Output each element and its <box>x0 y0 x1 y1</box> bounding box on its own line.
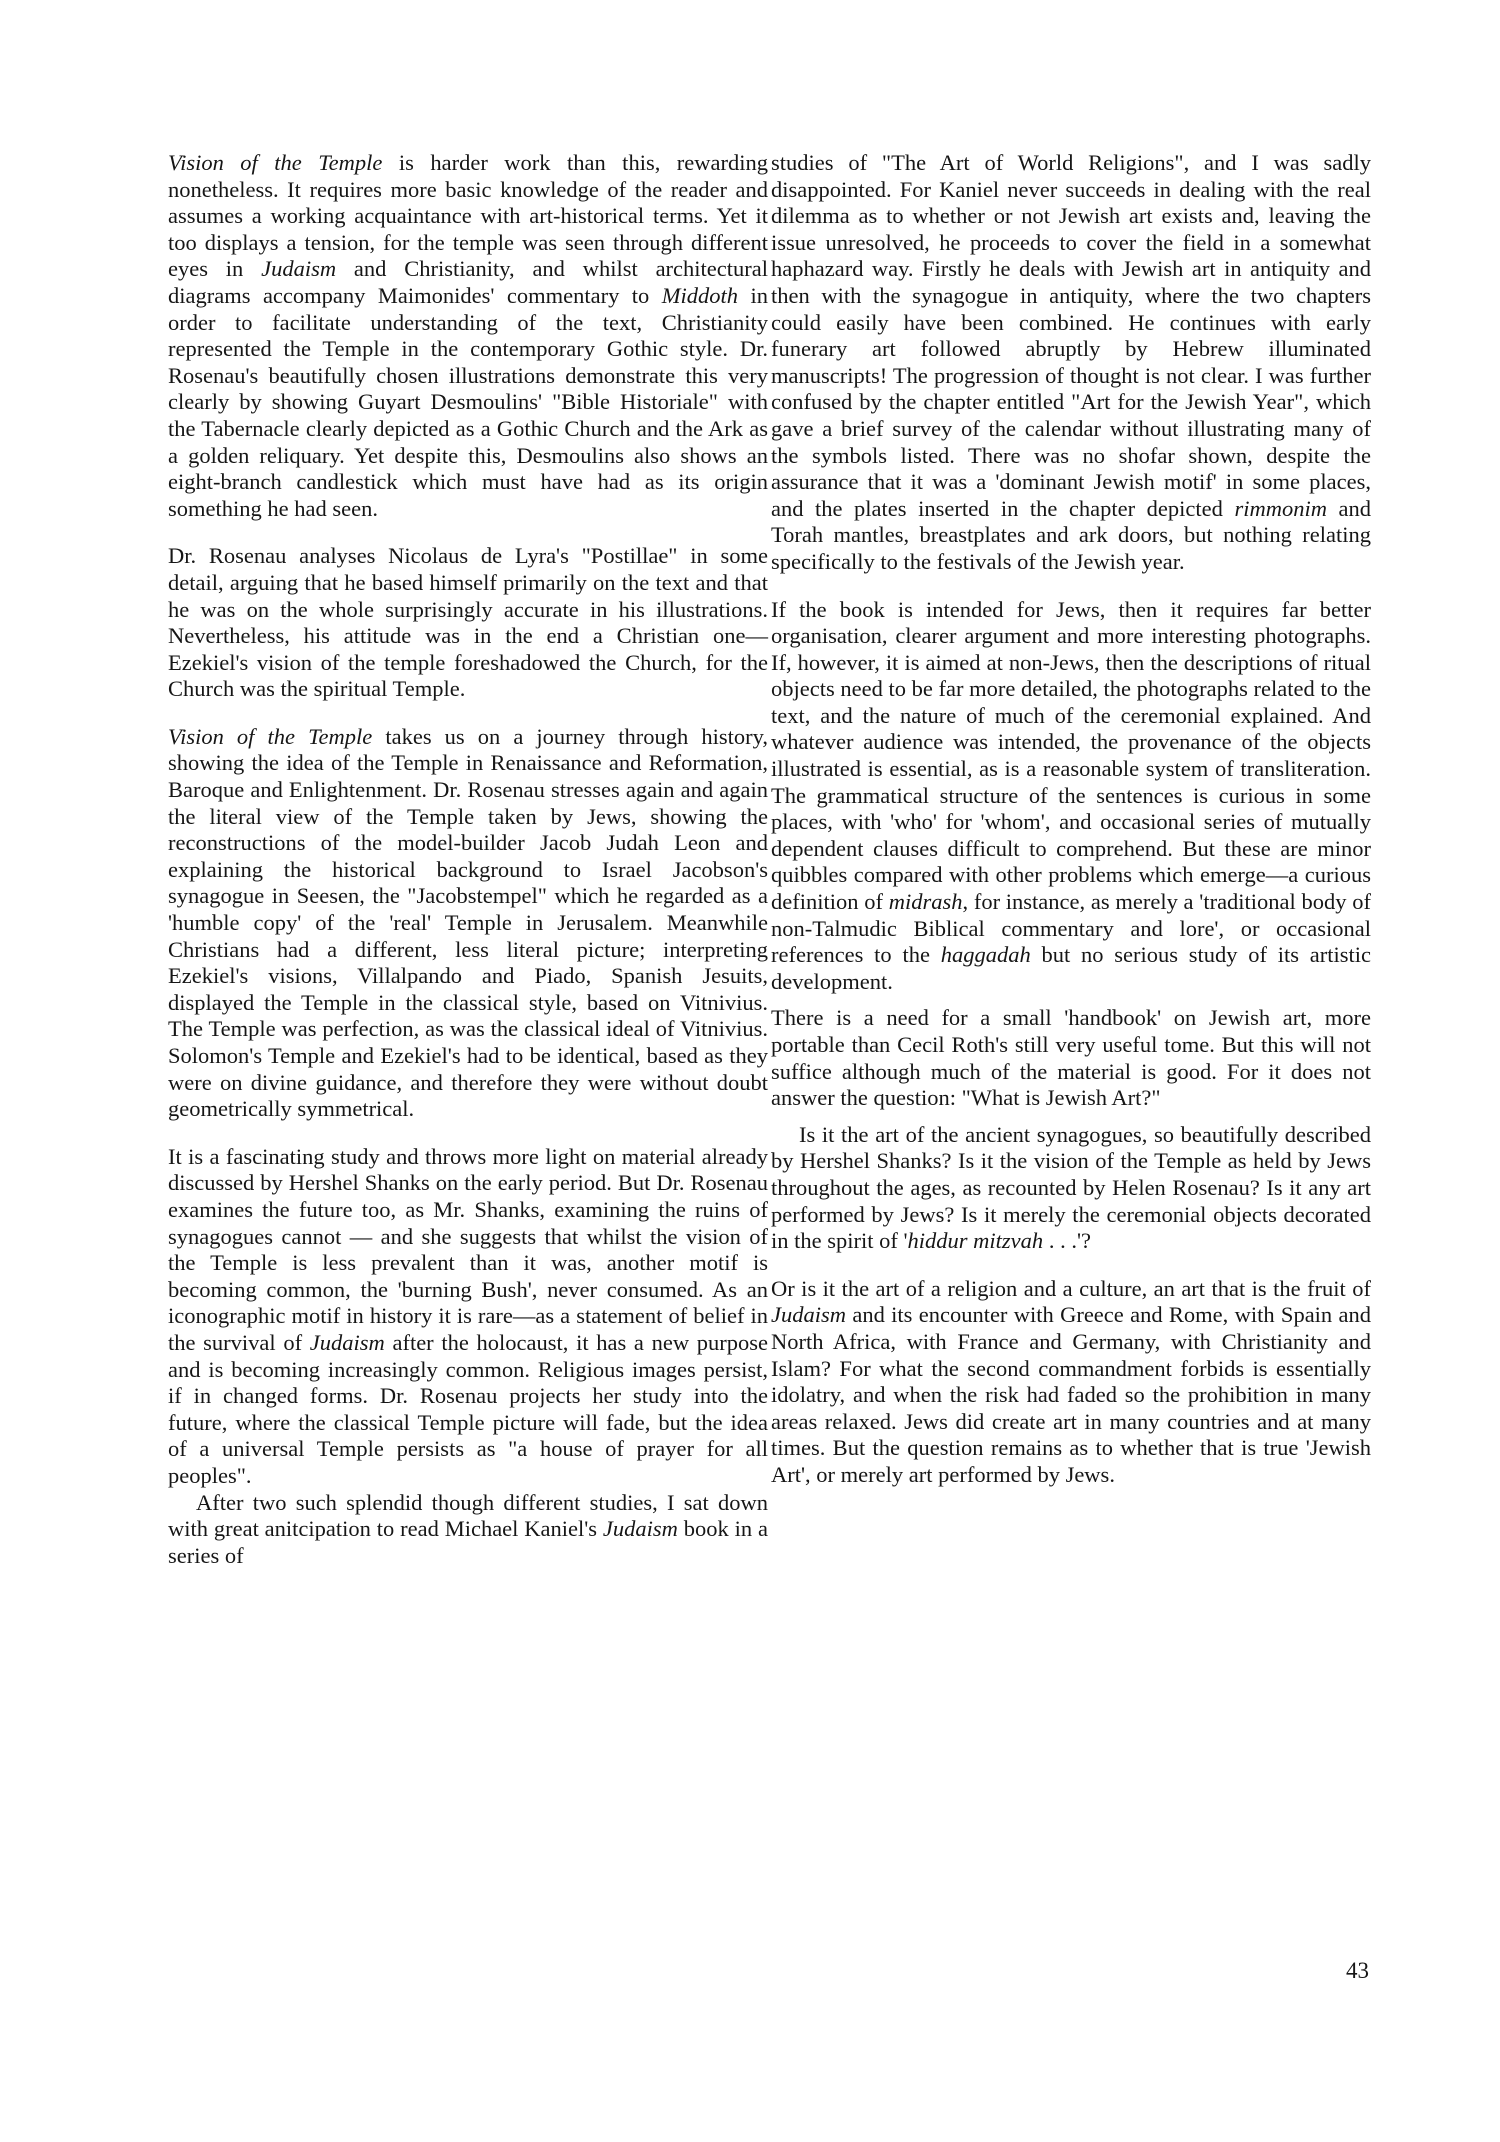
paragraph: It is a fascinating study and throws more light on material already discussed by Hershel Shanks on the early period. But Dr. Rosenau examines the future too, as Mr. Shanks, examining the ruins of synagogues cannot — and she suggests that whilst the vision of the Temple is less prevalent than it was, another motif is becoming common, the 'burning Bush', never consumed. As an iconographic motif in history it is rare—as a statement of belief in the survival of Judaism after the holocaust, it has a new purpose and is becoming increasingly common. Religious images persist, if in changed forms. Dr. Rosenau projects her study into the future, where the classical Temple picture will fade, but the idea of a universal Temple persists as "a house of prayer for all peoples". <box>168 1143 769 1488</box>
paragraph: Is it the art of the ancient synagogues, so beautifully described by Hershel Shanks? Is it the vision of the Temple as held by Jews throughout the ages, as recounted by Helen Rosenau? Is it any art performed by Jews? Is it merely the ceremonial objects decorated in the spirit of 'hiddur mitzvah . . .'? <box>771 1121 1371 1254</box>
paragraph: Vision of the Temple is harder work than this, rewarding nonetheless. It requires more basic knowledge of the reader and assumes a working acquaintance with art-historical terms. Yet it too displays a tension, for the temple was seen through different eyes in Judaism and Christianity, and whilst architectural diagrams accompany Maimonides' commentary to Middoth in order to facilitate understanding of the text, Christianity represented the Temple in the contemporary Gothic style. Dr. Rosenau's beautifully chosen illustrations demonstrate this very clearly by showing Guyart Desmoulins' "Bible Historiale" with the Tabernacle clearly depicted as a Gothic Church and the Ark as a golden reliquary. Yet despite this, Desmoulins also shows an eight-branch candlestick which must have had as its origin something he had seen. <box>168 150 768 521</box>
right-column <box>771 150 1371 1489</box>
paragraph: If the book is intended for Jews, then it requires far better organisation, clearer argument and more interesting photographs. If, however, it is aimed at non-Jews, then the descriptions of ritual objects need to be far more detailed, the photographs related to the text, and the nature of much of the ceremonial explained. And whatever audience was intended, the provenance of the objects illustrated is essential, as is a reasonable system of transliteration. The grammatical structure of the sentences is curious in some places, with 'who' for 'whom', and occasional series of mutually dependent clauses difficult to comprehend. But these are minor quibbles compared with other problems which emerge—a curious definition of midrash, for instance, as merely a 'traditional body of non-Talmudic Biblical commentary and lore', or occasional references to the haggadah but no serious study of its artistic development. <box>771 596 1372 994</box>
page-number: 43 <box>1346 1958 1369 1983</box>
paragraph: After two such splendid though different studies, I sat down with great anitcipation to read Michael Kaniel's Judaism book in a series of <box>168 1489 768 1568</box>
paragraph: Vision of the Temple takes us on a journey through history, showing the idea of the Temple in Renaissance and Reformation, Baroque and Enlightenment. Dr. Rosenau stresses again and again the literal view of the Temple taken by Jews, showing the reconstructions of the model-builder Jacob Judah Leon and explaining the historical background to Israel Jacobson's synagogue in Seesen, the "Jacobstempel" which he regarded as a 'humble copy' of the 'real' Temple in Jerusalem. Meanwhile Christians had a different, less literal picture; interpreting Ezekiel's visions, Villalpando and Piado, Spanish Jesuits, displayed the Temple in the classical style, based on Vitnivius. The Temple was perfection, as was the classical ideal of Vitnivius. Solomon's Temple and Ezekiel's had to be identical, based as they were on divine guidance, and therefore they were without doubt geometrically symmetrical. <box>168 723 768 1122</box>
paragraph: studies of "The Art of World Religions", and I was sadly disappointed. For Kaniel never succeeds in dealing with the real dilemma as to whether or not Jewish art exists and, leaving the issue unresolved, he proceeds to cover the field in a somewhat haphazard way. Firstly he deals with Jewish art in antiquity and then with the synagogue in antiquity, where the two chapters could easily have been combined. He continues with early funerary art followed abruptly by Hebrew illuminated manuscripts! The progression of thought is not clear. I was further confused by the chapter entitled "Art for the Jewish Year", which gave a brief survey of the calendar without illustrating many of the symbols listed. There was no shofar shown, despite the assurance that it was a 'dominant Jewish motif' in some places, and the plates inserted in the chapter depicted rimmonim and Torah mantles, breastplates and ark doors, but nothing relating specifically to the festivals of the Jewish year. <box>771 150 1371 574</box>
paragraph: Or is it the art of a religion and a culture, an art that is the fruit of Judaism and its encounter with Greece and Rome, with Spain and North Africa, with France and Germany, with Christianity and Islam? For what the second commandment forbids is essentially idolatry, and when the risk had faded so the prohibition in many areas relaxed. Jews did create art in many countries and at many times. But the question remains as to whether that is true 'Jewish Art', or merely art performed by Jews. <box>771 1275 1371 1487</box>
paragraph: There is a need for a small 'handbook' on Jewish art, more portable than Cecil Roth's still very useful tome. But this will not suffice although much of the material is good. For it does not answer the question: "What is Jewish Art?" <box>771 1005 1371 1111</box>
left-column <box>168 150 768 1569</box>
paragraph: Dr. Rosenau analyses Nicolaus de Lyra's "Postillae" in some detail, arguing that he based himself primarily on the text and that he was on the whole surprisingly accurate in his illustrations. Nevertheless, his attitude was in the end a Christian one—Ezekiel's vision of the temple foreshadowed the Church, for the Church was the spiritual Temple. <box>168 543 768 702</box>
